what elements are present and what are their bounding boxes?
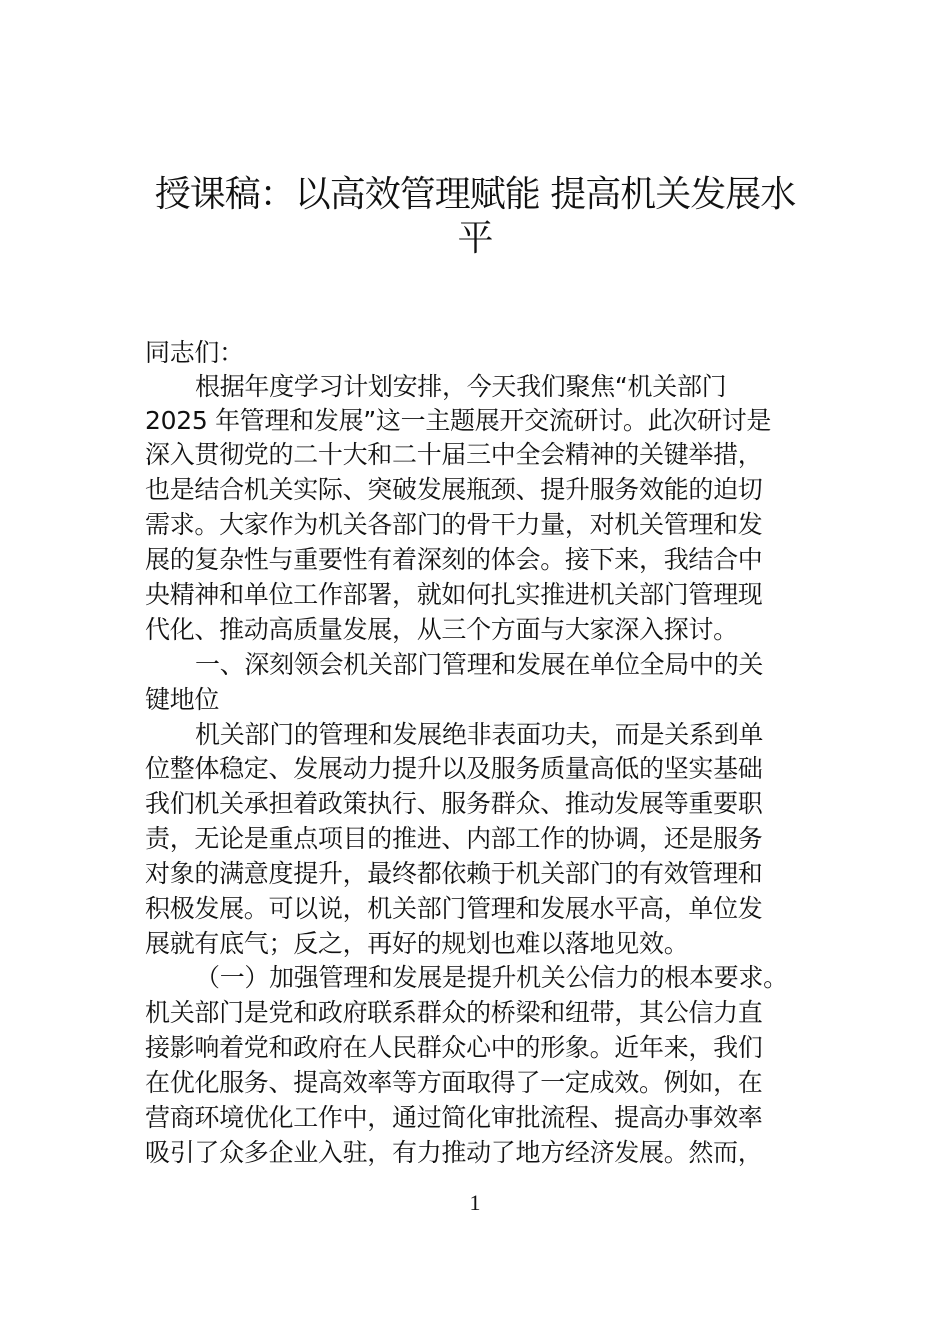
body-line: 机关部门的管理和发展绝非表面功夫，而是关系到单 (195, 720, 764, 749)
body-line: 积极发展。可以说，机关部门管理和发展水平高，单位发 (145, 894, 763, 923)
section-heading-1-cont: 键地位 (145, 685, 220, 714)
body-line: 展的复杂性与重要性有着深刻的体会。接下来，我结合中 (145, 545, 763, 574)
body-line: 机关部门是党和政府联系群众的桥梁和纽带，其公信力直 (145, 998, 763, 1027)
body-line: 展就有底气；反之，再好的规划也难以落地见效。 (145, 929, 689, 958)
page-number: 1 (469, 1190, 481, 1215)
body-line: 代化、推动高质量发展，从三个方面与大家深入探讨。 (145, 615, 738, 644)
subsection-heading-1: （一）加强管理和发展是提升机关公信力的根本要求。 (195, 963, 788, 992)
body-line: 在优化服务、提高效率等方面取得了一定成效。例如，在 (145, 1068, 763, 1097)
body-line: 接影响着党和政府在人民群众心中的形象。近年来，我们 (145, 1033, 763, 1062)
body-line: 需求。大家作为机关各部门的骨干力量，对机关管理和发 (145, 510, 763, 539)
body-line: 深入贯彻党的二十大和二十届三中全会精神的关键举措， (145, 440, 763, 469)
body-line: 吸引了众多企业入驻，有力推动了地方经济发展。然而， (145, 1138, 763, 1167)
body-line: 也是结合机关实际、突破发展瓶颈、提升服务效能的迫切 (145, 475, 763, 504)
salutation: 同志们： (145, 338, 244, 367)
body-line: 营商环境优化工作中，通过简化审批流程、提高办事效率 (145, 1103, 763, 1132)
document-title-line-1: 授课稿：以高效管理赋能 提高机关发展水 (154, 174, 796, 215)
body-line: 我们机关承担着政策执行、服务群众、推动发展等重要职 (145, 789, 763, 818)
body-line: 根据年度学习计划安排，今天我们聚焦“机关部门 (195, 372, 727, 401)
body-line: 位整体稳定、发展动力提升以及服务质量高低的坚实基础 (145, 754, 763, 783)
body-line: 对象的满意度提升，最终都依赖于机关部门的有效管理和 (145, 859, 763, 888)
body-line: 责，无论是重点项目的推进、内部工作的协调，还是服务 (145, 824, 763, 853)
section-heading-1: 一、深刻领会机关部门管理和发展在单位全局中的关 (195, 650, 764, 679)
body-line: 2025 年管理和发展”这一主题展开交流研讨。此次研讨是 (145, 406, 772, 435)
document-title-line-2: 平 (457, 218, 493, 259)
body-line: 央精神和单位工作部署，就如何扎实推进机关部门管理现 (145, 580, 763, 609)
